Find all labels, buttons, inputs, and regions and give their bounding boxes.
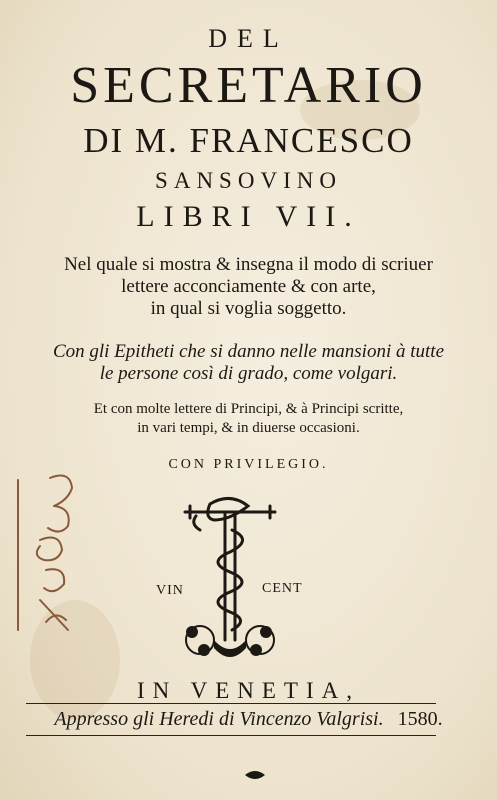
letters-line: in vari tempi, & in diuerse occasioni. [137, 420, 360, 436]
imprint-year: 1580. [397, 708, 443, 730]
letters-line: Et con molte lettere di Principi, & à Principi scritte, [93, 401, 404, 417]
handwritten-shelfmark-icon [10, 470, 90, 640]
description-block [0, 254, 497, 320]
description-line: lettere acconciamente & con arte, [121, 276, 376, 297]
epithets-line: le persone così di grado, come volgari. [99, 363, 398, 384]
epithets-line: Con gli Epitheti che si danno nelle mansioni à tutte [52, 341, 445, 362]
books-count: LIBRI VII. [136, 200, 361, 233]
device-motto-right: CENT [262, 581, 303, 596]
imprint-line [0, 708, 497, 731]
imprint-printer: Appresso gli Heredi di Vincenzo Valgrisi. [54, 708, 384, 730]
main-title: SECRETARIO [70, 57, 427, 114]
description-line: Nel quale si mostra & insegna il modo di scriuer [64, 254, 433, 275]
divider-rule [26, 735, 436, 736]
divider-rule [26, 703, 436, 704]
author-line: DI M. FRANCESCO [83, 121, 414, 160]
description-line: in qual si voglia soggetto. [150, 298, 347, 319]
epithets-block [0, 341, 497, 385]
letters-block [0, 400, 497, 438]
fleuron-ornament-icon [243, 769, 267, 781]
place-of-printing: IN VENETIA, [137, 678, 360, 703]
privilege-line: CON PRIVILEGIO. [168, 457, 329, 472]
title-del: DEL [208, 24, 289, 53]
author-surname: SANSOVINO [155, 168, 342, 193]
device-motto-left: VIN [156, 583, 184, 598]
printers-device-icon [170, 490, 290, 670]
